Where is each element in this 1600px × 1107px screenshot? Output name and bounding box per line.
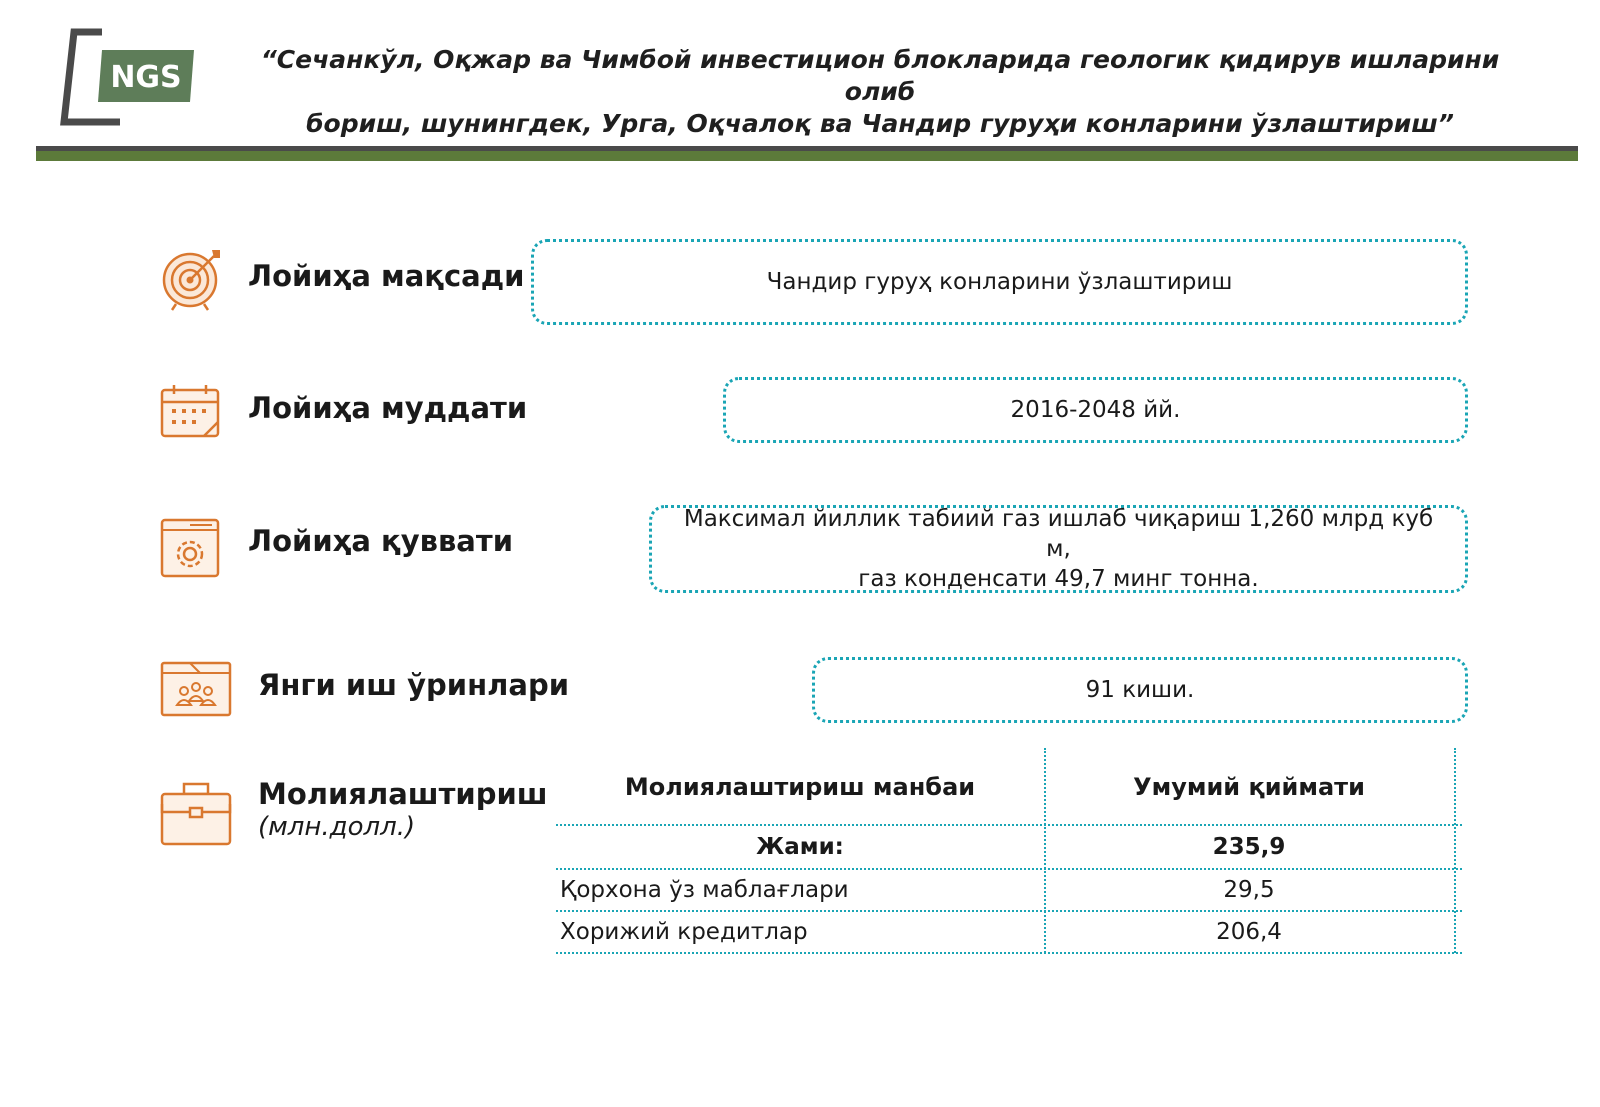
- table-rule-3: [556, 952, 1462, 954]
- capacity-value-line-1: Максимал йиллик табиий газ ишлаб чиқариш 1,260 млрд куб м,: [683, 506, 1434, 562]
- capacity-label: Лойиҳа қуввати: [248, 524, 514, 558]
- calendar-icon: [160, 384, 222, 440]
- goal-value-box: [531, 239, 1468, 325]
- jobs-value: 91 киши.: [1085, 677, 1195, 703]
- term-value-box: [723, 377, 1468, 443]
- term-value: 2016-2048 йй.: [1010, 397, 1181, 423]
- table-divider-right: [1454, 748, 1456, 953]
- title-line-2: бориш, шунингдек, Урга, Оқчалоқ ва Чандир гуруҳи конларини ўзлаштириш”: [306, 109, 1454, 138]
- table-row-own-amount: 29,5: [1223, 877, 1275, 903]
- table-row-foreign-amount: 206,4: [1216, 919, 1282, 945]
- table-row-total-amount: 235,9: [1212, 834, 1286, 860]
- briefcase-icon: [160, 782, 232, 846]
- table-row-own-source: Қорхона ўз маблағлари: [560, 877, 849, 903]
- table-rule-2: [556, 910, 1462, 912]
- table-row-foreign-source: Хорижий кредитлар: [560, 919, 808, 945]
- funding-unit: (млн.долл.): [258, 812, 416, 842]
- capacity-value-box: [649, 505, 1468, 593]
- table-header-source: Молиялаштириш манбаи: [624, 773, 976, 801]
- capacity-value-line-2: газ конденсати 49,7 минг тонна.: [858, 566, 1259, 592]
- gear-monitor-icon: [160, 518, 222, 580]
- jobs-value-box: [812, 657, 1468, 723]
- logo-text: NGS: [110, 60, 182, 95]
- table-rule-1: [556, 868, 1462, 870]
- table-rule-header: [556, 824, 1462, 826]
- table-header-amount: Умумий қиймати: [1133, 773, 1365, 801]
- target-icon: [160, 246, 224, 312]
- ngs-logo: [60, 28, 200, 126]
- header-rule-green: [36, 151, 1578, 161]
- page-title: [230, 44, 1530, 140]
- table-row-total-source: Жами:: [756, 834, 844, 860]
- goal-label: Лойиҳа мақсади: [248, 259, 525, 293]
- funding-label: Молиялаштириш: [258, 777, 548, 811]
- term-label: Лойиҳа муддати: [248, 391, 528, 425]
- goal-value: Чандир гуруҳ конларини ўзлаштириш: [766, 269, 1233, 295]
- title-line-1: “Сечанкўл, Оқжар ва Чимбой инвестицион блокларида геологик қидирув ишларини олиб: [260, 45, 1500, 106]
- jobs-label: Янги иш ўринлари: [258, 668, 570, 702]
- team-browser-icon: [160, 661, 232, 717]
